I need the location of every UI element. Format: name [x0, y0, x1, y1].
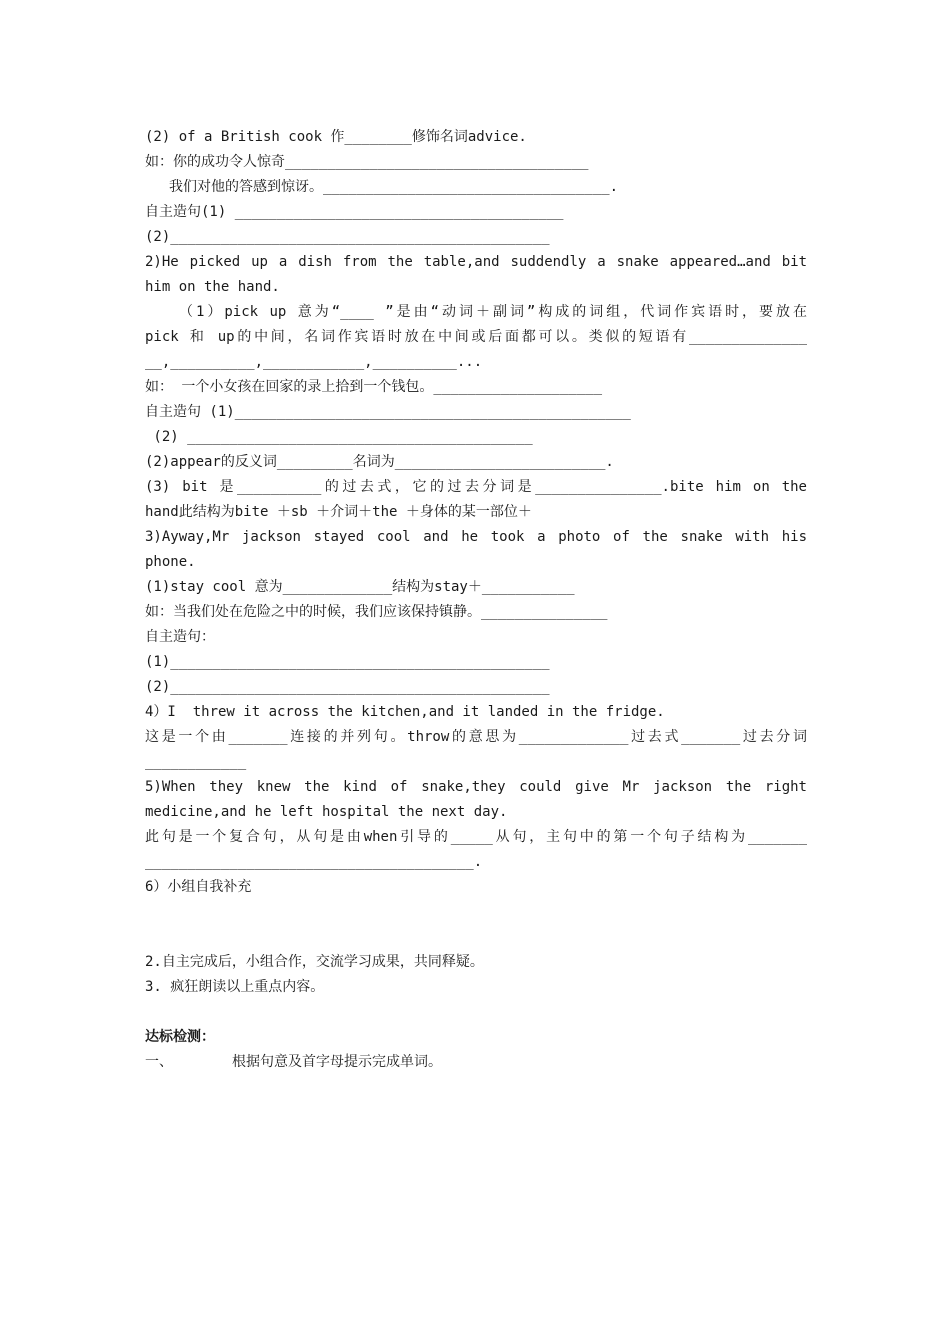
step-line: 2.自主完成后，小组合作，交流学习成果，共同释疑。 [145, 954, 484, 970]
section-title: 达标检测： [145, 1029, 215, 1045]
note-line: 自主造句(1) _______________________________________ [145, 204, 564, 220]
exercise-section [145, 1025, 807, 1225]
note-line: (2) _________________________________________ [145, 429, 533, 445]
note-line: medicine,and he left hospital the next day. [145, 804, 508, 820]
note-line: (2)appear的反义词_________名词为_________________________. [145, 454, 614, 470]
note-line: 我们对他的答感到惊讶。__________________________________. [169, 179, 619, 195]
part-heading: 一、 根据句意及首字母提示完成单词。 [145, 1054, 442, 1070]
note-line: 5)When they knew the kind of snake,they could give Mr jackson the right [145, 779, 807, 795]
exercise-item [145, 1125, 807, 1150]
worksheet-page [145, 125, 807, 1225]
spacer [145, 925, 807, 950]
note-line: 如：当我们处在危险之中的时候，我们应该保持镇静。_______________ [145, 604, 608, 620]
step-line: 3. 疯狂朗读以上重点内容。 [145, 979, 325, 995]
notes-section [145, 125, 807, 900]
note-line: 如： 一个小女孩在回家的录上拾到一个钱包。____________________ [145, 379, 603, 395]
note-line: pick 和 up的中间，名词作宾语时放在中间或后面都可以。类似的短语有______________ [145, 329, 807, 345]
note-line: 如：你的成功令人惊奇____________________________________ [145, 154, 589, 170]
note-line: (2)_____________________________________________ [145, 679, 550, 695]
note-line: (2) of a British cook 作________修饰名词advice. [145, 129, 527, 145]
note-line: (1)_____________________________________________ [145, 654, 550, 670]
note-line: 3)Ayway,Mr jackson stayed cool and he took a photo of the snake with his [145, 529, 807, 545]
note-line: 4）I threw it across the kitchen,and it landed in the fridge. [145, 704, 665, 720]
note-line: phone. [145, 554, 196, 570]
note-line: 2)He picked up a dish from the table,and suddendly a snake appeared…and bit [145, 254, 807, 270]
exercise-item [145, 1150, 807, 1175]
note-line: 此句是一个复合句，从句是由when引导的_____从句，主句中的第一个句子结构为_______ [145, 829, 807, 845]
note-line: hand此结构为bite ＋sb ＋介词＋the ＋身体的某一部位＋ [145, 504, 532, 520]
note-line: _______________________________________. [145, 854, 483, 870]
exercise-item [145, 1100, 807, 1125]
note-line: (2)_____________________________________________ [145, 229, 550, 245]
spacer [145, 1000, 807, 1025]
note-line: 6）小组自我补充 [145, 879, 252, 895]
steps-section [145, 950, 807, 1000]
note-line: 自主造句： [145, 629, 215, 645]
note-line: 这是一个由_______连接的并列句。throw的意思为_____________过去式_______过去分词 [145, 729, 807, 745]
note-line: him on the hand. [145, 279, 280, 295]
note-line: 自主造句 (1)_______________________________________________ [145, 404, 631, 420]
exercise-item [145, 1075, 807, 1100]
note-line: ____________ [145, 754, 247, 770]
note-line: __,__________,____________,__________... [145, 354, 483, 370]
exercise-item [145, 1175, 807, 1200]
note-line: （1）pick up 意为“____ ”是由“动词＋副词”构成的词组，代词作宾语时，要放在 [179, 304, 807, 320]
spacer [145, 900, 807, 925]
note-line: (1)stay cool 意为_____________结构为stay＋___________ [145, 579, 575, 595]
note-line: (3) bit 是__________的过去式，它的过去分词是_______________.bite him on the [145, 479, 807, 495]
exercise-item [145, 1200, 807, 1225]
